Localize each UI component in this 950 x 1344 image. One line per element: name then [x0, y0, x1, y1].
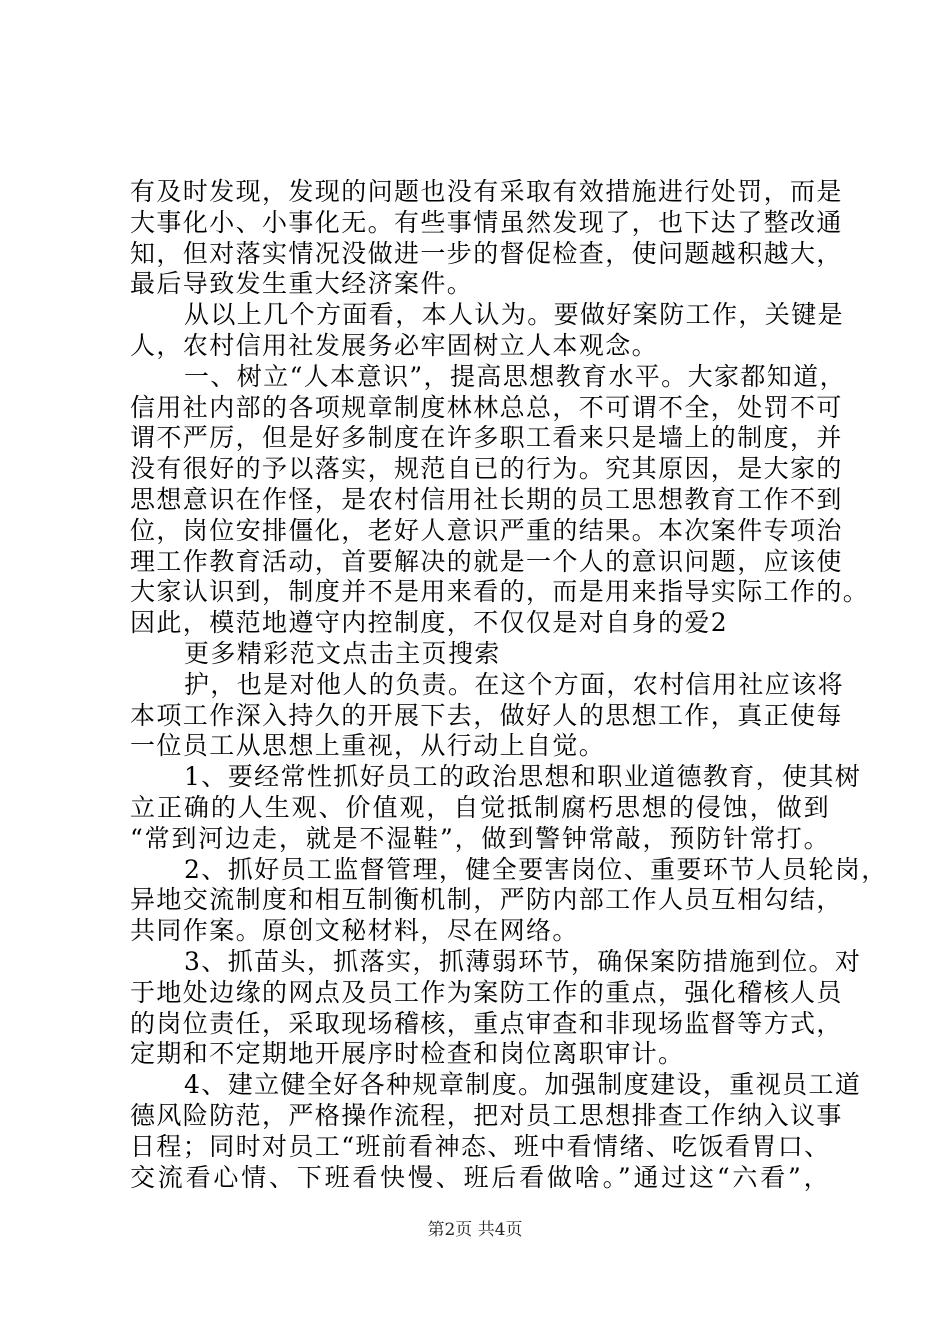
text-line: 本项工作深入持久的开展下去，做好人的思想工作，真正使每	[130, 700, 843, 730]
text-line: 共同作案。原创文秘材料，尽在网络。	[130, 916, 579, 946]
text-line: 因此，模范地遵守内控制度，不仅仅是对自身的爱2	[130, 608, 729, 638]
page-footer: 第2页 共4页	[427, 1220, 523, 1240]
text-line: 没有很好的予以落实，规范自已的行为。究其原因，是大家的	[130, 454, 843, 484]
text-line: 4、建立健全好各种规章制度。加强制度建设，重视员工道	[184, 1070, 862, 1100]
text-line: 交流看心情、下班看快慢、班后看做啥。”通过这“六看”，	[130, 1162, 830, 1192]
text-line: 1、要经常性抓好员工的政治思想和职业道德教育，使其树	[184, 762, 862, 792]
text-line: 从以上几个方面看，本人认为。要做好案防工作，关键是	[184, 300, 845, 330]
text-line: 2、抓好员工监督管理，健全要害岗位、重要环节人员轮岗，	[184, 854, 888, 884]
text-line: 人，农村信用社发展务必牢固树立人本观念。	[130, 330, 659, 360]
text-line: 更多精彩范文点击主页搜索	[184, 638, 501, 668]
text-line: 的岗位责任，采取现场稽核，重点审查和非现场监督等方式，	[130, 1008, 843, 1038]
text-line: 位，岗位安排僵化，老好人意识严重的结果。本次案件专项治	[130, 515, 843, 545]
text-line: 护，也是对他人的负责。在这个方面，农村信用社应该将	[184, 669, 845, 699]
body-text	[130, 177, 888, 1193]
text-line: “常到河边走，就是不湿鞋”，做到警钟常敲，预防针常打。	[130, 823, 830, 853]
text-line: 知，但对落实情况没做进一步的督促检查，使问题越积越大，	[130, 238, 843, 268]
text-line: 有及时发现，发现的问题也没有采取有效措施进行处罚，而是	[130, 177, 843, 206]
text-line: 谓不严厉，但是好多制度在许多职工看来只是墙上的制度，并	[130, 423, 843, 453]
text-line: 大家认识到，制度并不是用来看的，而是用来指导实际工作的。	[130, 577, 870, 607]
text-line: 思想意识在作怪，是农村信用社长期的员工思想教育工作不到	[130, 484, 843, 514]
text-line: 立正确的人生观、价值观，自觉抵制腐朽思想的侵蚀，做到	[130, 792, 830, 822]
text-line: 理工作教育活动，首要解决的就是一个人的意识问题，应该使	[130, 546, 843, 576]
text-line: 异地交流制度和相互制衡机制，严防内部工作人员互相勾结，	[130, 885, 843, 915]
text-line: 日程；同时对员工“班前看神态、班中看情绪、吃饭看胃口、	[130, 1131, 831, 1161]
text-line: 大事化小、小事化无。有些事情虽然发现了，也下达了整改通	[130, 207, 843, 237]
text-line: 定期和不定期地开展序时检查和岗位离职审计。	[130, 1039, 685, 1069]
text-line: 最后导致发生重大经济案件。	[130, 269, 474, 299]
text-line: 于地处边缘的网点及员工作为案防工作的重点，强化稽核人员	[130, 977, 843, 1007]
text-line: 信用社内部的各项规章制度林林总总，不可谓不全，处罚不可	[130, 392, 843, 422]
text-line: 一、树立“人本意识”，提高思想教育水平。大家都知道，	[184, 361, 846, 391]
text-line: 德风险防范，严格操作流程，把对员工思想排查工作纳入议事	[130, 1100, 843, 1130]
text-line: 3、抓苗头，抓落实，抓薄弱环节，确保案防措施到位。对	[184, 946, 862, 976]
text-line: 一位员工从思想上重视，从行动上自觉。	[130, 731, 606, 761]
